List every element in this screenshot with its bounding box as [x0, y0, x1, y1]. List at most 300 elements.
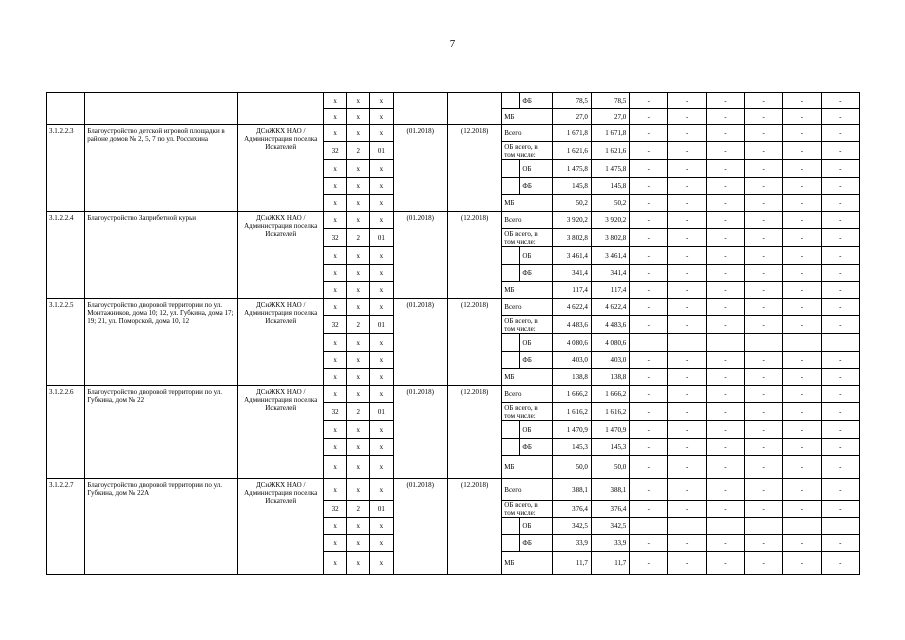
code-b: х — [347, 282, 370, 299]
value-year: - — [668, 501, 706, 518]
value-year: - — [706, 316, 744, 334]
code-a: х — [324, 212, 347, 229]
value-total: 3 802,8 — [552, 229, 591, 247]
code-b: 2 — [347, 142, 370, 160]
value-year: - — [745, 352, 783, 369]
value-year: - — [783, 386, 821, 403]
value-year: - — [630, 142, 668, 160]
code-b: х — [347, 247, 370, 265]
value-year: - — [745, 403, 783, 421]
value-year: - — [668, 456, 706, 479]
value-year: - — [668, 93, 706, 109]
measure-name — [85, 93, 238, 125]
value-year: - — [630, 299, 668, 316]
executor: ДСиЖКХ НАО / Администрация поселка Искателей — [238, 479, 324, 575]
value-total: 1 666,2 — [552, 386, 591, 403]
spacer-cell — [502, 535, 520, 552]
code-a: х — [324, 282, 347, 299]
value-year: - — [630, 501, 668, 518]
value-2018: 3 920,2 — [591, 212, 629, 229]
code-c: х — [370, 265, 393, 282]
code-b: х — [347, 109, 370, 125]
value-year — [821, 518, 859, 535]
code-c: х — [370, 282, 393, 299]
table-row — [47, 479, 860, 501]
code-a: х — [324, 386, 347, 403]
value-year: - — [821, 386, 859, 403]
value-year: - — [783, 369, 821, 386]
value-year: - — [630, 479, 668, 501]
measure-name: Благоустройство Заприбетной курьи — [85, 212, 238, 299]
value-year: - — [668, 212, 706, 229]
start-date: (01.2018) — [393, 125, 447, 212]
source-label: Всего — [502, 125, 552, 142]
value-year: - — [745, 501, 783, 518]
code-a: х — [324, 439, 347, 456]
code-c: 01 — [370, 229, 393, 247]
end-date — [447, 93, 501, 125]
value-2018: 138,8 — [591, 369, 629, 386]
code-b: х — [347, 178, 370, 195]
value-year: - — [783, 501, 821, 518]
value-year: - — [783, 403, 821, 421]
value-year: - — [706, 229, 744, 247]
value-2018: 117,4 — [591, 282, 629, 299]
value-year — [706, 334, 744, 352]
value-year: - — [668, 195, 706, 212]
code-b: х — [347, 195, 370, 212]
code-b: х — [347, 386, 370, 403]
value-total: 33,9 — [552, 535, 591, 552]
spacer-cell — [502, 334, 520, 352]
code-b: 2 — [347, 501, 370, 518]
spacer-cell — [502, 439, 520, 456]
value-year: - — [630, 386, 668, 403]
value-year: - — [821, 247, 859, 265]
value-year: - — [821, 109, 859, 125]
value-year: - — [745, 386, 783, 403]
value-total: 1 616,2 — [552, 403, 591, 421]
code-a: х — [324, 552, 347, 575]
spacer-cell — [502, 518, 520, 535]
value-year: - — [783, 265, 821, 282]
end-date: (12.2018) — [447, 479, 501, 575]
code-a: х — [324, 352, 347, 369]
value-year: - — [821, 456, 859, 479]
value-year: - — [706, 142, 744, 160]
value-total: 376,4 — [552, 501, 591, 518]
spacer-cell — [502, 178, 520, 195]
value-year: - — [706, 439, 744, 456]
start-date: (01.2018) — [393, 299, 447, 386]
code-b: х — [347, 479, 370, 501]
value-year: - — [706, 93, 744, 109]
source-label: ОБ — [520, 334, 552, 352]
value-total: 4 622,4 — [552, 299, 591, 316]
code-a: 32 — [324, 501, 347, 518]
value-year: - — [706, 265, 744, 282]
value-year: - — [706, 109, 744, 125]
code-a: х — [324, 334, 347, 352]
value-year: - — [745, 369, 783, 386]
code-c: х — [370, 535, 393, 552]
value-year: - — [668, 282, 706, 299]
value-year: - — [706, 369, 744, 386]
value-year: - — [668, 125, 706, 142]
source-label: ОБ — [520, 518, 552, 535]
value-year: - — [783, 195, 821, 212]
value-year: - — [630, 125, 668, 142]
code-c: х — [370, 93, 393, 109]
value-year: - — [821, 195, 859, 212]
value-year: - — [668, 439, 706, 456]
value-year: - — [668, 535, 706, 552]
value-year: - — [745, 93, 783, 109]
value-year: - — [821, 421, 859, 439]
value-year: - — [630, 160, 668, 178]
value-2018: 1 475,8 — [591, 160, 629, 178]
value-2018: 1 616,2 — [591, 403, 629, 421]
value-2018: 388,1 — [591, 479, 629, 501]
value-year: - — [706, 479, 744, 501]
value-year — [745, 518, 783, 535]
source-label: МБ — [502, 456, 552, 479]
code-a: х — [324, 160, 347, 178]
value-year: - — [821, 316, 859, 334]
value-year: - — [821, 229, 859, 247]
budget-table — [46, 92, 860, 575]
code-c: х — [370, 212, 393, 229]
source-label: ФБ — [520, 93, 552, 109]
source-label: ОБ — [520, 421, 552, 439]
source-label: ОБ всего, в том числе: — [502, 229, 552, 247]
value-2018: 4 080,6 — [591, 334, 629, 352]
value-year — [706, 518, 744, 535]
value-year: - — [668, 109, 706, 125]
value-year: - — [745, 195, 783, 212]
code-a: х — [324, 535, 347, 552]
value-year: - — [668, 316, 706, 334]
value-year: - — [783, 439, 821, 456]
value-year: - — [745, 439, 783, 456]
code-a: х — [324, 178, 347, 195]
value-year: - — [630, 265, 668, 282]
value-year — [783, 334, 821, 352]
measure-name: Благоустройство детской игровой площадки в районе домов № 2, 5, 7 по ул. Россихина — [85, 125, 238, 212]
page-number: 7 — [449, 38, 456, 50]
value-year: - — [783, 125, 821, 142]
code-a: 32 — [324, 142, 347, 160]
code-c: х — [370, 518, 393, 535]
value-year — [630, 518, 668, 535]
code-b: х — [347, 299, 370, 316]
value-year: - — [630, 247, 668, 265]
value-year: - — [630, 552, 668, 575]
value-2018: 4 622,4 — [591, 299, 629, 316]
value-year: - — [630, 421, 668, 439]
value-year: - — [783, 178, 821, 195]
source-label: ФБ — [520, 352, 552, 369]
value-year: - — [783, 247, 821, 265]
value-year: - — [706, 535, 744, 552]
code-c: х — [370, 456, 393, 479]
value-2018: 3 802,8 — [591, 229, 629, 247]
value-year: - — [745, 299, 783, 316]
code-b: х — [347, 212, 370, 229]
value-total: 3 461,4 — [552, 247, 591, 265]
value-year: - — [630, 93, 668, 109]
value-year: - — [745, 125, 783, 142]
value-year: - — [706, 299, 744, 316]
value-year: - — [821, 352, 859, 369]
code-a: х — [324, 93, 347, 109]
value-year: - — [745, 479, 783, 501]
value-year: - — [745, 247, 783, 265]
value-year: - — [821, 265, 859, 282]
code-a: х — [324, 125, 347, 142]
value-2018: 78,5 — [591, 93, 629, 109]
value-year: - — [668, 386, 706, 403]
value-year: - — [745, 265, 783, 282]
source-label: ОБ всего, в том числе: — [502, 316, 552, 334]
value-total: 11,7 — [552, 552, 591, 575]
value-year: - — [668, 160, 706, 178]
source-label: МБ — [502, 552, 552, 575]
code-c: х — [370, 352, 393, 369]
value-year: - — [706, 195, 744, 212]
value-total: 1 621,6 — [552, 142, 591, 160]
source-label: МБ — [502, 195, 552, 212]
value-year — [668, 334, 706, 352]
code-c: х — [370, 109, 393, 125]
value-year: - — [821, 299, 859, 316]
value-total: 3 920,2 — [552, 212, 591, 229]
source-label: ФБ — [520, 535, 552, 552]
value-total: 78,5 — [552, 93, 591, 109]
code-b: 2 — [347, 229, 370, 247]
value-year: - — [745, 229, 783, 247]
value-year: - — [821, 93, 859, 109]
value-year: - — [668, 479, 706, 501]
value-year: - — [745, 160, 783, 178]
code-c: 01 — [370, 142, 393, 160]
value-total: 1 470,9 — [552, 421, 591, 439]
value-2018: 27,0 — [591, 109, 629, 125]
value-year: - — [783, 552, 821, 575]
value-year: - — [821, 535, 859, 552]
value-year — [745, 334, 783, 352]
value-total: 145,8 — [552, 178, 591, 195]
value-year: - — [783, 142, 821, 160]
value-year: - — [783, 479, 821, 501]
start-date: (01.2018) — [393, 386, 447, 479]
code-a: 32 — [324, 229, 347, 247]
value-year — [821, 334, 859, 352]
value-year: - — [821, 142, 859, 160]
table-row — [47, 212, 860, 229]
value-2018: 145,8 — [591, 178, 629, 195]
value-year: - — [668, 552, 706, 575]
code-a: х — [324, 456, 347, 479]
code-c: х — [370, 125, 393, 142]
value-year: - — [783, 160, 821, 178]
source-label: ОБ всего, в том числе: — [502, 501, 552, 518]
code-b: 2 — [347, 316, 370, 334]
value-2018: 1 666,2 — [591, 386, 629, 403]
measure-code: 3.1.2.2.7 — [47, 479, 85, 575]
value-2018: 376,4 — [591, 501, 629, 518]
code-b: х — [347, 518, 370, 535]
value-year: - — [668, 178, 706, 195]
code-a: х — [324, 479, 347, 501]
value-2018: 403,0 — [591, 352, 629, 369]
value-year: - — [821, 439, 859, 456]
value-year: - — [783, 421, 821, 439]
value-year: - — [745, 316, 783, 334]
source-label: Всего — [502, 479, 552, 501]
value-total: 138,8 — [552, 369, 591, 386]
value-2018: 4 483,6 — [591, 316, 629, 334]
value-year: - — [821, 403, 859, 421]
spacer-cell — [502, 352, 520, 369]
value-total: 50,0 — [552, 456, 591, 479]
source-label: Всего — [502, 212, 552, 229]
value-total: 145,3 — [552, 439, 591, 456]
value-year: - — [783, 456, 821, 479]
value-year — [630, 334, 668, 352]
code-c: х — [370, 386, 393, 403]
spacer-cell — [502, 421, 520, 439]
value-year: - — [783, 93, 821, 109]
measure-name: Благоустройство дворовой территории по ул. Губкина, дом № 22 — [85, 386, 238, 479]
value-total: 4 483,6 — [552, 316, 591, 334]
value-year: - — [706, 421, 744, 439]
value-year: - — [706, 352, 744, 369]
executor — [238, 93, 324, 125]
code-b: х — [347, 334, 370, 352]
value-year: - — [630, 282, 668, 299]
source-label: ОБ всего, в том числе: — [502, 142, 552, 160]
measure-code — [47, 93, 85, 125]
value-year: - — [745, 109, 783, 125]
value-year — [668, 518, 706, 535]
table-row — [47, 93, 860, 109]
code-c: х — [370, 160, 393, 178]
start-date: (01.2018) — [393, 212, 447, 299]
value-year: - — [745, 282, 783, 299]
value-total: 342,5 — [552, 518, 591, 535]
code-c: 01 — [370, 316, 393, 334]
value-year: - — [821, 369, 859, 386]
value-2018: 1 621,6 — [591, 142, 629, 160]
value-2018: 3 461,4 — [591, 247, 629, 265]
value-year: - — [706, 247, 744, 265]
code-b: х — [347, 439, 370, 456]
value-year: - — [630, 195, 668, 212]
value-total: 117,4 — [552, 282, 591, 299]
value-year: - — [630, 403, 668, 421]
code-b: х — [347, 125, 370, 142]
value-2018: 1 470,9 — [591, 421, 629, 439]
code-a: х — [324, 247, 347, 265]
value-2018: 145,3 — [591, 439, 629, 456]
value-year: - — [706, 501, 744, 518]
source-label: ОБ — [520, 247, 552, 265]
value-year: - — [630, 212, 668, 229]
value-year: - — [630, 109, 668, 125]
value-total: 50,2 — [552, 195, 591, 212]
value-year: - — [630, 316, 668, 334]
value-year: - — [783, 299, 821, 316]
value-year: - — [745, 212, 783, 229]
end-date: (12.2018) — [447, 386, 501, 479]
code-a: х — [324, 518, 347, 535]
executor: ДСиЖКХ НАО / Администрация поселка Искателей — [238, 386, 324, 479]
table-row — [47, 386, 860, 403]
end-date: (12.2018) — [447, 212, 501, 299]
value-year: - — [745, 421, 783, 439]
code-b: 2 — [347, 403, 370, 421]
value-2018: 341,4 — [591, 265, 629, 282]
value-year: - — [745, 178, 783, 195]
value-year: - — [783, 282, 821, 299]
value-year: - — [821, 160, 859, 178]
code-c: 01 — [370, 403, 393, 421]
value-year: - — [821, 178, 859, 195]
value-year: - — [706, 125, 744, 142]
source-label: МБ — [502, 282, 552, 299]
value-year: - — [668, 265, 706, 282]
value-total: 1 671,8 — [552, 125, 591, 142]
code-b: х — [347, 265, 370, 282]
table-row — [47, 299, 860, 316]
code-b: х — [347, 535, 370, 552]
value-year: - — [630, 352, 668, 369]
value-year: - — [668, 369, 706, 386]
value-2018: 50,2 — [591, 195, 629, 212]
value-year: - — [630, 229, 668, 247]
value-year: - — [706, 178, 744, 195]
code-a: х — [324, 369, 347, 386]
value-year: - — [668, 403, 706, 421]
value-year: - — [783, 535, 821, 552]
measure-name: Благоустройство дворовой территории по ул. Монтажников, дома 10; 12, ул. Губкина, дома 17; 19; 21, ул. Поморской, дома 10, 12 — [85, 299, 238, 386]
value-year: - — [783, 316, 821, 334]
source-label: ФБ — [520, 439, 552, 456]
code-b: х — [347, 160, 370, 178]
value-year: - — [706, 552, 744, 575]
value-year: - — [668, 229, 706, 247]
code-c: х — [370, 247, 393, 265]
code-b: х — [347, 93, 370, 109]
code-a: 32 — [324, 403, 347, 421]
value-year: - — [783, 352, 821, 369]
value-total: 4 080,6 — [552, 334, 591, 352]
spacer-cell — [502, 247, 520, 265]
value-year — [783, 518, 821, 535]
end-date: (12.2018) — [447, 125, 501, 212]
code-b: х — [347, 421, 370, 439]
value-year: - — [630, 456, 668, 479]
value-2018: 50,0 — [591, 456, 629, 479]
value-year: - — [668, 299, 706, 316]
code-c: 01 — [370, 501, 393, 518]
value-year: - — [745, 456, 783, 479]
code-b: х — [347, 369, 370, 386]
code-c: х — [370, 369, 393, 386]
value-year: - — [821, 479, 859, 501]
value-year: - — [706, 160, 744, 178]
